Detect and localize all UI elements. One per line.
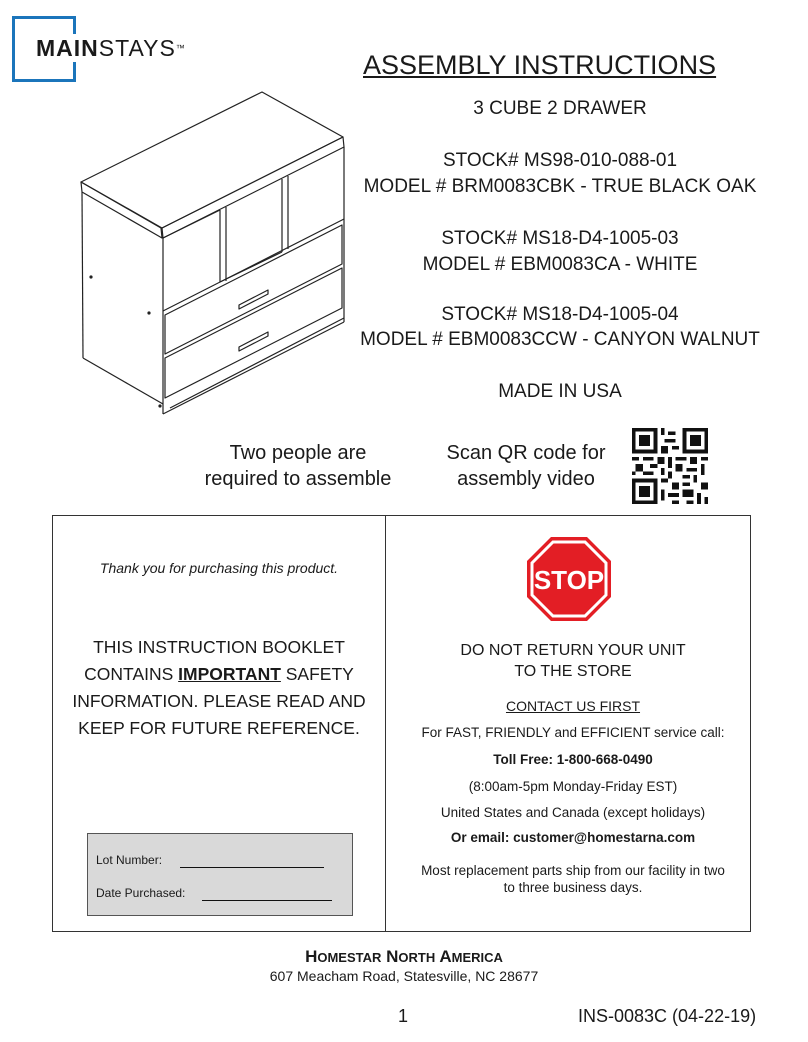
qr-code-icon[interactable] <box>632 428 708 504</box>
date-purchased-label: Date Purchased: <box>96 886 186 900</box>
page-title: ASSEMBLY INSTRUCTIONS <box>363 50 717 80</box>
support-email[interactable]: Or email: customer@homestarna.com <box>450 830 696 845</box>
scan-qr-note: Scan QR code for assembly video <box>446 442 606 490</box>
parts-note-line2: to three business days. <box>503 880 643 895</box>
model-number-1: MODEL # BRM0083CBK - TRUE BLACK OAK <box>363 176 757 197</box>
lot-number-field[interactable] <box>180 867 324 868</box>
date-purchased-field[interactable] <box>202 900 332 901</box>
stop-sign-text: STOP <box>533 565 605 595</box>
model-number-2: MODEL # EBM0083CA - WHITE <box>422 254 698 275</box>
company-address: 607 Meacham Road, Statesville, NC 28677 <box>269 968 539 984</box>
stock-number-3: STOCK# MS18-D4-1005-04 <box>441 304 679 325</box>
mainstays-logo: MAINSTAYS™ <box>36 35 186 61</box>
important-emphasis: IMPORTANT <box>178 664 281 684</box>
important-notice: THIS INSTRUCTION BOOKLET CONTAINS IMPORTANT SAFETY INFORMATION. PLEASE READ AND KEEP FOR FUTURE REFERENCE. <box>72 637 366 738</box>
service-line: For FAST, FRIENDLY and EFFICIENT service call: <box>421 725 725 740</box>
do-not-return-notice: DO NOT RETURN YOUR UNIT TO THE STORE <box>460 642 686 680</box>
document-id: INS-0083C (04-22-19) <box>578 1006 757 1026</box>
service-hours: (8:00am-5pm Monday-Friday EST) <box>468 779 678 794</box>
stop-sign-icon <box>526 536 612 622</box>
contact-heading: CONTACT US FIRST <box>505 698 641 714</box>
lot-number-label: Lot Number: <box>96 853 163 867</box>
stock-number-2: STOCK# MS18-D4-1005-03 <box>441 228 679 249</box>
page-number: 1 <box>398 1006 409 1026</box>
cabinet-illustration <box>78 86 350 416</box>
lot-info-box <box>87 833 353 916</box>
two-people-note: Two people are required to assemble <box>204 442 392 490</box>
thank-you-note: Thank you for purchasing this product. <box>99 560 339 576</box>
company-name: HOMESTAR NORTH AMERICA <box>305 947 503 966</box>
toll-free-number[interactable]: Toll Free: 1-800-668-0490 <box>493 752 653 767</box>
model-number-3: MODEL # EBM0083CCW - CANYON WALNUT <box>360 329 760 350</box>
made-in: MADE IN USA <box>498 381 622 402</box>
parts-note-line1: Most replacement parts ship from our facility in two <box>421 863 725 878</box>
stock-number-1: STOCK# MS98-010-088-01 <box>442 150 678 171</box>
product-name: 3 CUBE 2 DRAWER <box>473 98 647 119</box>
service-region: United States and Canada (except holidays) <box>440 805 706 820</box>
